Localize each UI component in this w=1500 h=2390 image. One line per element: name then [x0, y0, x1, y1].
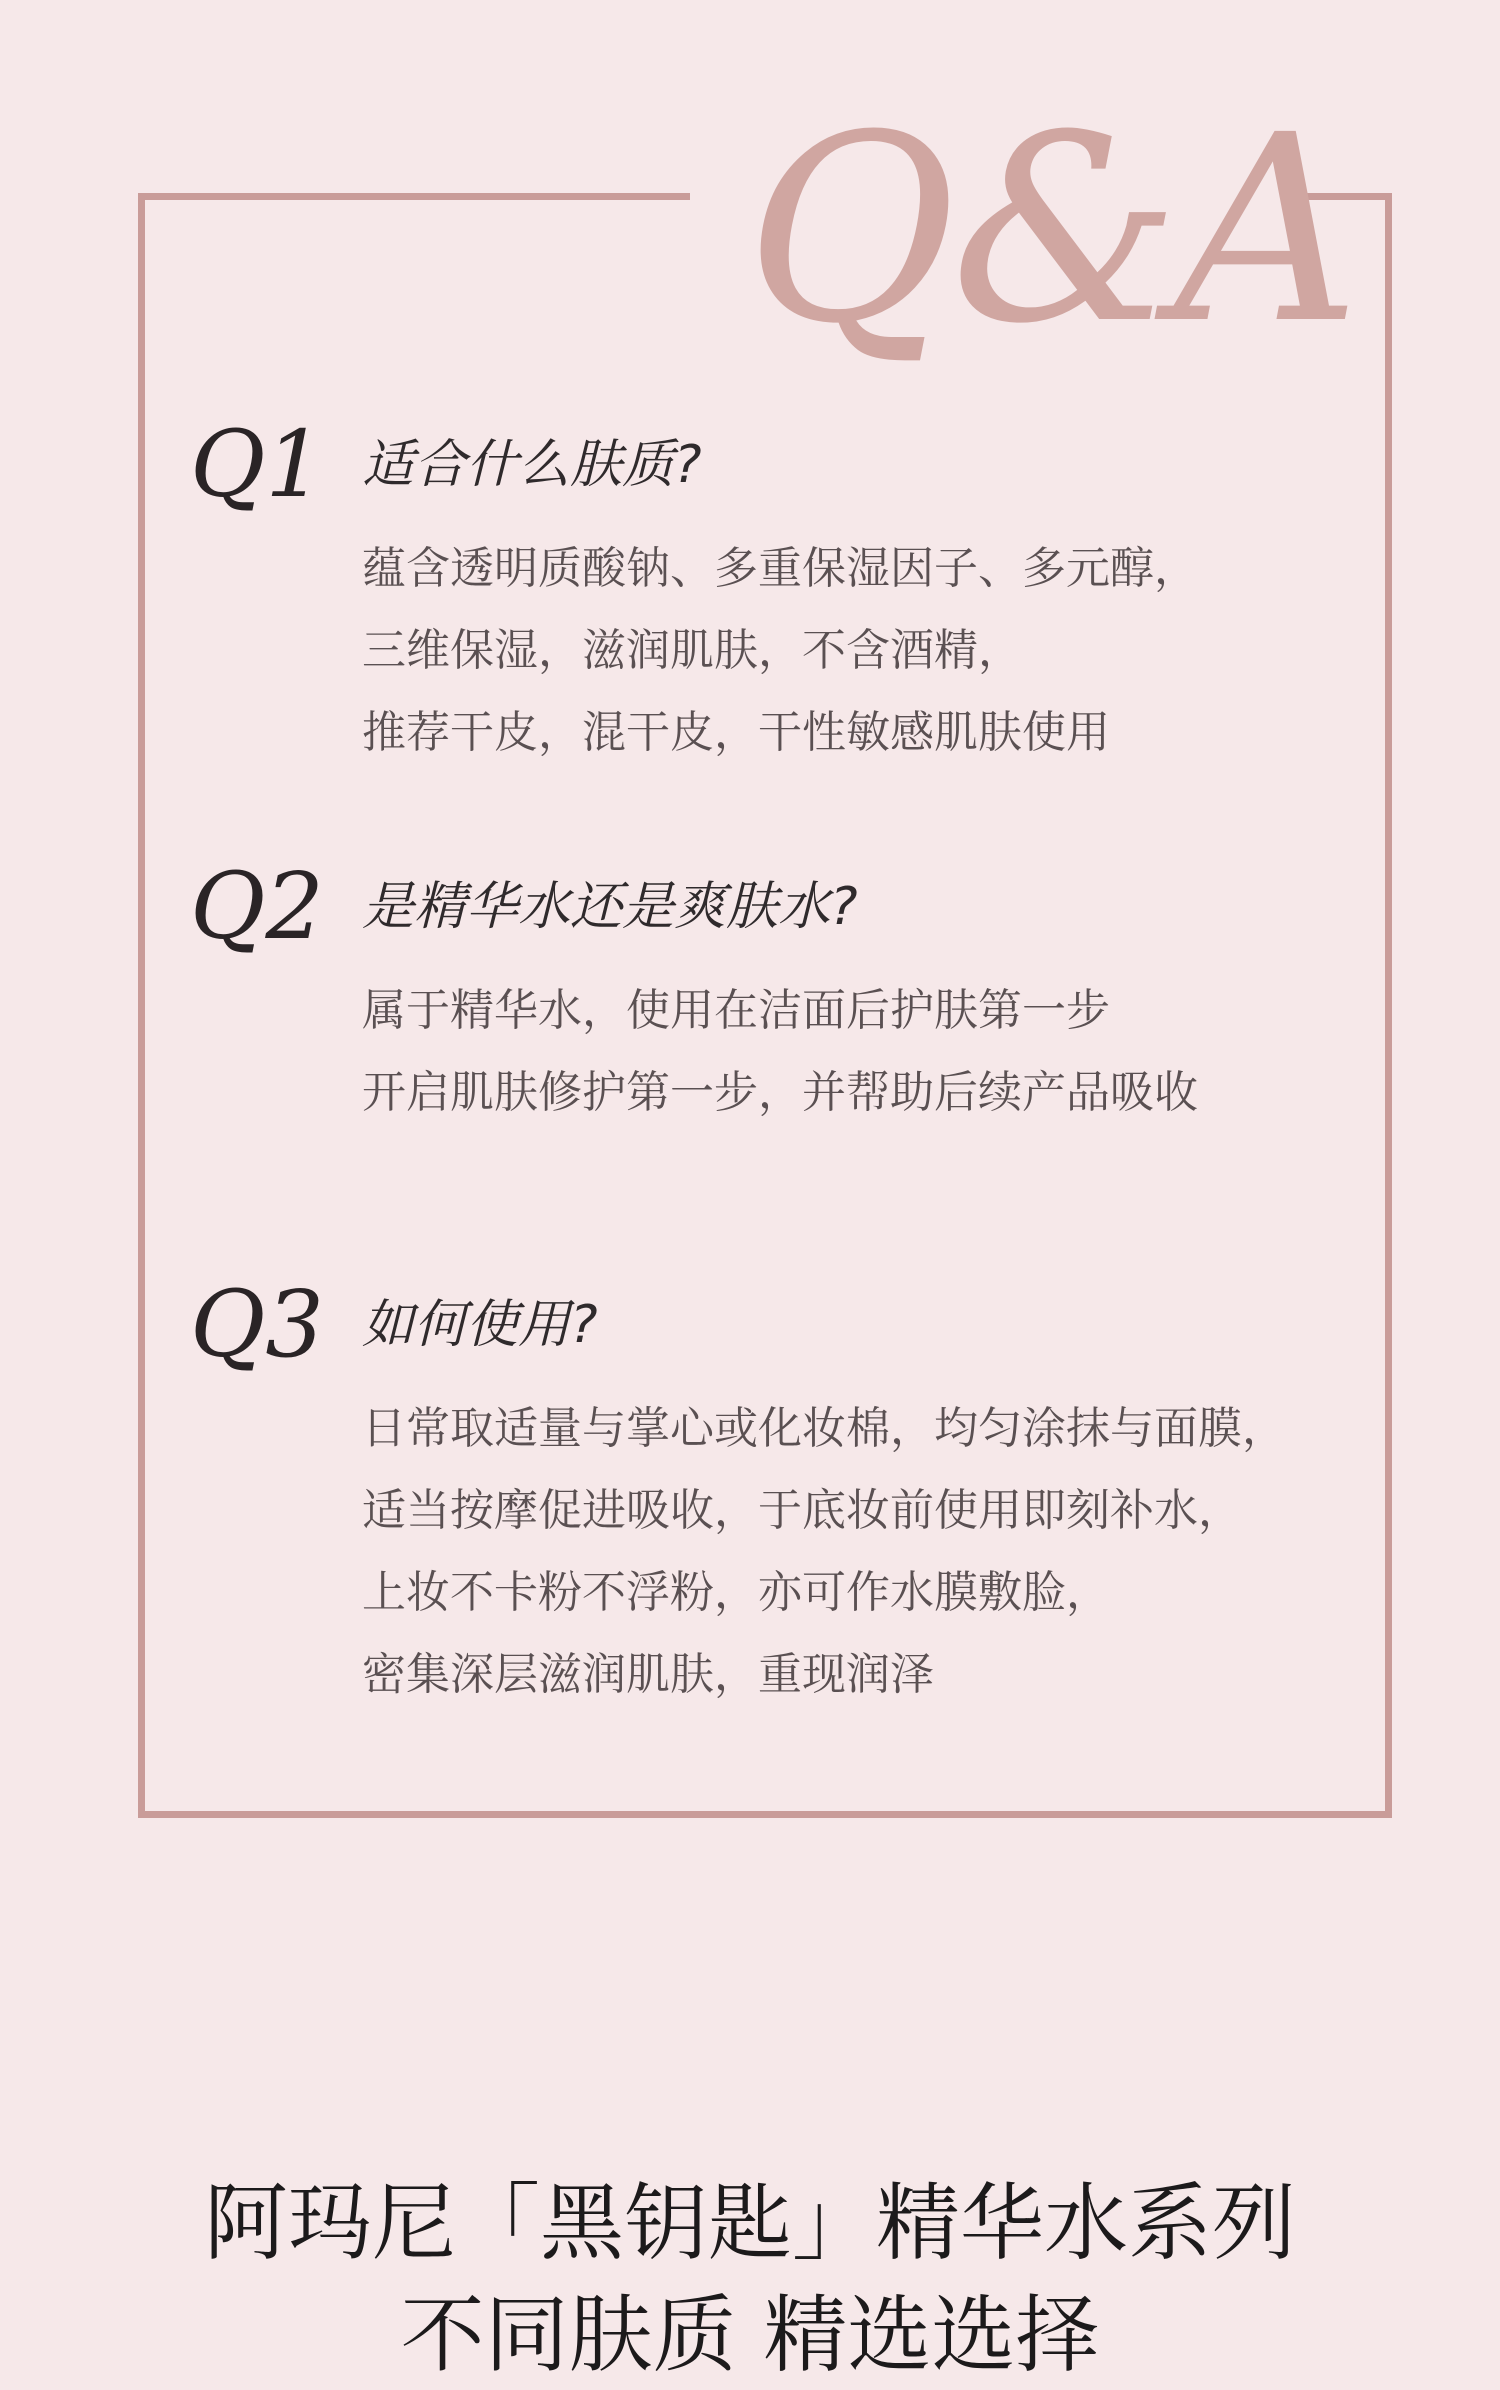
q3-answer — [362, 1388, 1286, 1716]
q3-answer-line: 日常取适量与掌心或化妆棉，均匀涂抹与面膜， — [362, 1403, 1286, 1454]
qa-item-3 — [190, 1270, 1390, 1730]
q3-answer-line: 上妆不卡粉不浮粉，亦可作水膜敷脸， — [362, 1567, 1110, 1618]
q1-answer — [362, 528, 1198, 774]
q2-mark: Q2 — [190, 853, 324, 960]
q2-answer-line: 开启肌肤修护第一步，并帮助后续产品吸收 — [362, 1067, 1198, 1118]
q3-mark: Q3 — [190, 1271, 324, 1378]
footer-title: 阿玛尼「黑钥匙」精华水系列 — [203, 2174, 1296, 2272]
q1-answer-line: 蕴含透明质酸钠、多重保湿因子、多元醇， — [362, 543, 1198, 594]
q2-answer-line: 属于精华水，使用在洁面后护肤第一步 — [362, 985, 1110, 1036]
footer-subtitle: 不同肤质 精选选择 — [400, 2286, 1100, 2384]
q3-answer-line: 密集深层滋润肌肤，重现润泽 — [362, 1649, 934, 1700]
q3-answer-line: 适当按摩促进吸收，于底妆前使用即刻补水， — [362, 1485, 1242, 1536]
qa-item-1 — [190, 410, 1390, 770]
q2-question: 是精华水还是爽肤水? — [362, 877, 858, 937]
q1-answer-line: 推荐干皮，混干皮，干性敏感肌肤使用 — [362, 707, 1110, 758]
q2-answer — [362, 970, 1198, 1134]
qa-item-2 — [190, 852, 1390, 1152]
q1-question: 适合什么肤质? — [362, 435, 702, 495]
qa-title: Q&A — [745, 80, 1355, 380]
q1-answer-line: 三维保湿，滋润肌肤，不含酒精， — [362, 625, 1022, 676]
q1-mark: Q1 — [190, 411, 324, 518]
q3-question: 如何使用? — [362, 1295, 598, 1355]
